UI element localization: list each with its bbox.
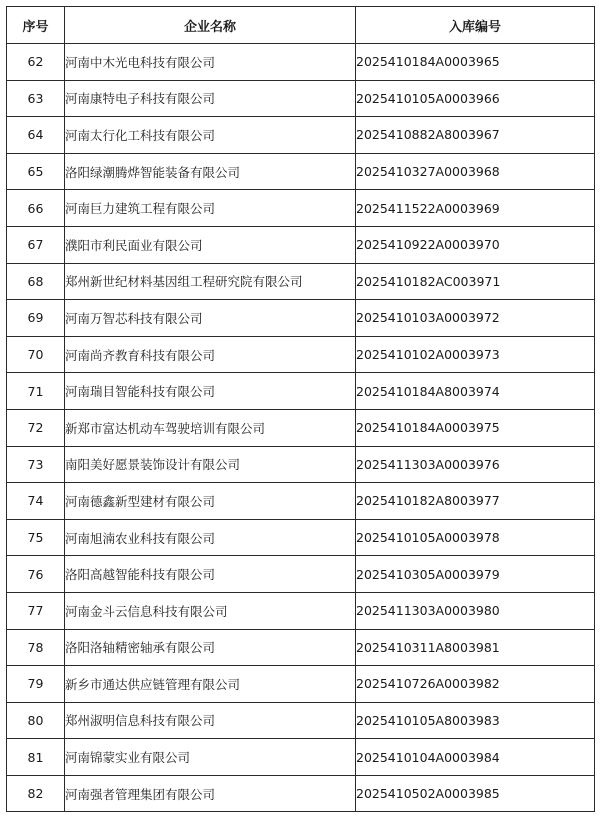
serial-number-cell: 82 (7, 775, 65, 812)
enterprise-name-cell: 河南金斗云信息科技有限公司 (65, 592, 356, 629)
table-row (7, 336, 595, 373)
table-row (7, 373, 595, 410)
table-row (7, 739, 595, 776)
table-row (7, 629, 595, 666)
serial-number-cell: 68 (7, 263, 65, 300)
serial-number-cell: 62 (7, 44, 65, 81)
registry-id-cell: 2025411522A0003969 (356, 190, 595, 227)
registry-id-cell: 2025410184A0003965 (356, 44, 595, 81)
serial-number-cell: 79 (7, 666, 65, 703)
enterprise-name-cell: 河南巨力建筑工程有限公司 (65, 190, 356, 227)
registry-id-cell: 2025410882A8003967 (356, 117, 595, 154)
header-enterprise-name: 企业名称 (65, 7, 356, 44)
enterprise-name-cell: 濮阳市利民面业有限公司 (65, 226, 356, 263)
registry-id-cell: 2025410184A0003975 (356, 409, 595, 446)
enterprise-name-cell: 河南万智芯科技有限公司 (65, 300, 356, 337)
table-row (7, 775, 595, 812)
table-row (7, 519, 595, 556)
registry-id-cell: 2025411303A0003980 (356, 592, 595, 629)
table-row (7, 263, 595, 300)
table-row (7, 592, 595, 629)
serial-number-cell: 72 (7, 409, 65, 446)
table-row (7, 666, 595, 703)
table-header (7, 7, 595, 44)
serial-number-cell: 71 (7, 373, 65, 410)
header-row (7, 7, 595, 44)
enterprise-name-cell: 河南尚齐教育科技有限公司 (65, 336, 356, 373)
header-registry-id: 入库编号 (356, 7, 595, 44)
serial-number-cell: 65 (7, 153, 65, 190)
enterprise-name-cell: 南阳美好愿景装饰设计有限公司 (65, 446, 356, 483)
serial-number-cell: 63 (7, 80, 65, 117)
registry-id-cell: 2025410105A8003983 (356, 702, 595, 739)
serial-number-cell: 80 (7, 702, 65, 739)
serial-number-cell: 67 (7, 226, 65, 263)
table-row (7, 153, 595, 190)
table-row (7, 483, 595, 520)
table-row (7, 117, 595, 154)
registry-id-cell: 2025410105A0003978 (356, 519, 595, 556)
enterprise-name-cell: 河南德鑫新型建材有限公司 (65, 483, 356, 520)
serial-number-cell: 73 (7, 446, 65, 483)
enterprise-name-cell: 河南中木光电科技有限公司 (65, 44, 356, 81)
registry-id-cell: 2025410182AC003971 (356, 263, 595, 300)
enterprise-name-cell: 河南康特电子科技有限公司 (65, 80, 356, 117)
enterprise-name-cell: 河南强者管理集团有限公司 (65, 775, 356, 812)
serial-number-cell: 75 (7, 519, 65, 556)
serial-number-cell: 66 (7, 190, 65, 227)
table-row (7, 446, 595, 483)
enterprise-name-cell: 河南旭湳农业科技有限公司 (65, 519, 356, 556)
serial-number-cell: 77 (7, 592, 65, 629)
table-row (7, 190, 595, 227)
registry-id-cell: 2025410327A0003968 (356, 153, 595, 190)
serial-number-cell: 64 (7, 117, 65, 154)
header-serial-number: 序号 (7, 7, 65, 44)
registry-id-cell: 2025410305A0003979 (356, 556, 595, 593)
table-row (7, 80, 595, 117)
enterprise-name-cell: 郑州淑明信息科技有限公司 (65, 702, 356, 739)
registry-id-cell: 2025410502A0003985 (356, 775, 595, 812)
enterprise-name-cell: 洛阳高越智能科技有限公司 (65, 556, 356, 593)
table-row (7, 409, 595, 446)
enterprise-name-cell: 新乡市通达供应链管理有限公司 (65, 666, 356, 703)
registry-id-cell: 2025410103A0003972 (356, 300, 595, 337)
registry-id-cell: 2025410102A0003973 (356, 336, 595, 373)
table-body (7, 44, 595, 812)
serial-number-cell: 81 (7, 739, 65, 776)
enterprise-name-cell: 洛阳绿潮腾烨智能装备有限公司 (65, 153, 356, 190)
registry-sheet (6, 6, 594, 812)
registry-id-cell: 2025411303A0003976 (356, 446, 595, 483)
table-row (7, 702, 595, 739)
enterprise-name-cell: 河南太行化工科技有限公司 (65, 117, 356, 154)
enterprise-name-cell: 河南瑞目智能科技有限公司 (65, 373, 356, 410)
enterprise-name-cell: 郑州新世纪材料基因组工程研究院有限公司 (65, 263, 356, 300)
registry-id-cell: 2025410311A8003981 (356, 629, 595, 666)
enterprise-name-cell: 洛阳洛轴精密轴承有限公司 (65, 629, 356, 666)
table-row (7, 300, 595, 337)
table-row (7, 226, 595, 263)
enterprise-name-cell: 河南锦蒙实业有限公司 (65, 739, 356, 776)
serial-number-cell: 74 (7, 483, 65, 520)
enterprise-name-cell: 新郑市富达机动车驾驶培训有限公司 (65, 409, 356, 446)
registry-id-cell: 2025410184A8003974 (356, 373, 595, 410)
serial-number-cell: 76 (7, 556, 65, 593)
registry-id-cell: 2025410726A0003982 (356, 666, 595, 703)
serial-number-cell: 70 (7, 336, 65, 373)
enterprise-registry-table (6, 6, 595, 812)
table-row (7, 556, 595, 593)
registry-id-cell: 2025410105A0003966 (356, 80, 595, 117)
registry-id-cell: 2025410922A0003970 (356, 226, 595, 263)
table-row (7, 44, 595, 81)
serial-number-cell: 69 (7, 300, 65, 337)
registry-id-cell: 2025410182A8003977 (356, 483, 595, 520)
serial-number-cell: 78 (7, 629, 65, 666)
registry-id-cell: 2025410104A0003984 (356, 739, 595, 776)
